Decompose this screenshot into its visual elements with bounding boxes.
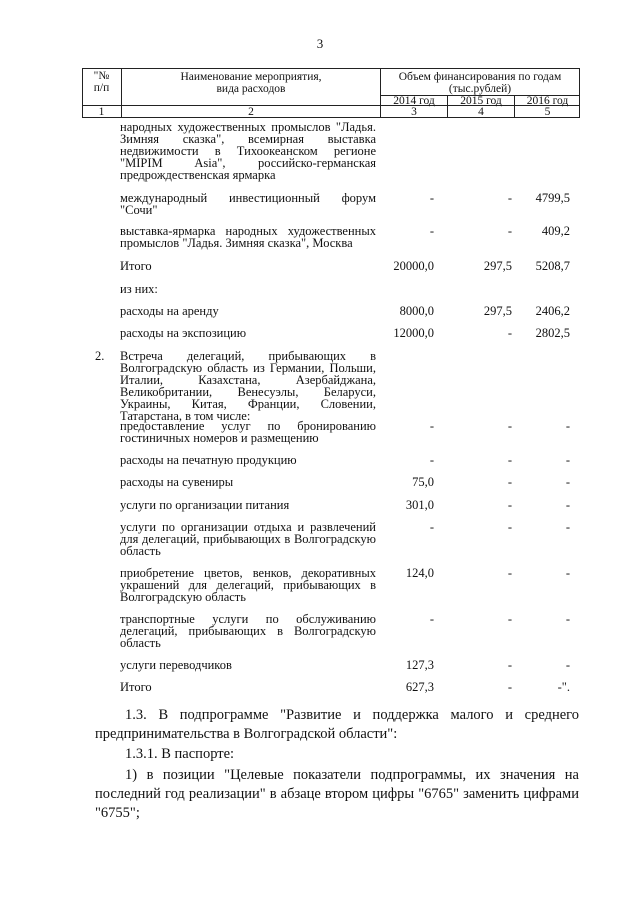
row-value-2015: - bbox=[507, 520, 512, 534]
row-value-2016: 2802,5 bbox=[535, 326, 570, 340]
row-value-2014: - bbox=[429, 224, 434, 238]
row-value-2014: - bbox=[429, 612, 434, 626]
row-name: расходы на аренду bbox=[120, 304, 219, 318]
row-name: услуги переводчиков bbox=[120, 658, 232, 672]
row-value-2014: 20000,0 bbox=[393, 259, 434, 273]
row-value-2016: 4799,5 bbox=[535, 191, 570, 205]
paragraph-item-1: 1) в позиции "Целевые показатели подпрограммы, их значения на последний год реализации" в абзаце втором цифры "6765" заменить цифрами "6755"; bbox=[95, 767, 579, 821]
header-year-2015: 2015 год bbox=[460, 95, 502, 107]
row-name: выставка-ярмарка народных художественных промыслов "Ладья. Зимняя сказка", Москва bbox=[120, 224, 376, 250]
header-index-3: 3 bbox=[411, 106, 417, 118]
row-value-2015: - bbox=[507, 326, 512, 340]
row-value-2016: -". bbox=[557, 680, 570, 694]
table-header bbox=[82, 68, 580, 118]
row-name: Итого bbox=[120, 259, 152, 273]
row-value-2016: - bbox=[565, 419, 570, 433]
row-value-2016: - bbox=[565, 498, 570, 512]
row-name: расходы на печатную продукцию bbox=[120, 453, 297, 467]
row-value-2014: - bbox=[429, 191, 434, 205]
row-value-2016: - bbox=[565, 612, 570, 626]
page-number: 3 bbox=[316, 36, 324, 51]
row-value-2015: - bbox=[507, 224, 512, 238]
row-value-2016: - bbox=[565, 475, 570, 489]
paragraph-1-3: 1.3. В подпрограмме "Развитие и поддержка малого и среднего предпринимательства в Волгоградской области": bbox=[95, 707, 579, 742]
header-index-5: 5 bbox=[544, 106, 551, 118]
row-value-2016: - bbox=[565, 520, 570, 534]
header-year-2014: 2014 год bbox=[393, 95, 435, 107]
row-value-2016: 409,2 bbox=[541, 224, 570, 238]
row-name: из них: bbox=[120, 282, 158, 296]
row-value-2014: - bbox=[429, 453, 434, 467]
row-value-2014: - bbox=[429, 520, 434, 534]
row-name: международный инвестиционный форум "Сочи" bbox=[120, 191, 376, 217]
row-value-2014: 124,0 bbox=[405, 566, 434, 580]
row-value-2016: - bbox=[565, 566, 570, 580]
header-col-name-line1: Наименование мероприятия, bbox=[180, 71, 322, 83]
header-col-funding-line2: (тыс.рублей) bbox=[448, 83, 512, 95]
row-name: расходы на сувениры bbox=[120, 475, 234, 489]
row-value-2014: 127,3 bbox=[405, 658, 434, 672]
header-index-4: 4 bbox=[478, 106, 484, 118]
header-index-2: 2 bbox=[248, 106, 254, 118]
row-number: 2. bbox=[95, 349, 105, 363]
row-value-2015: - bbox=[507, 658, 512, 672]
row-value-2014: 12000,0 bbox=[393, 326, 434, 340]
row-name: приобретение цветов, венков, декоративных украшений для делегаций, прибывающих в Волгоградскую область bbox=[120, 566, 376, 604]
row-value-2016: 5208,7 bbox=[535, 259, 570, 273]
row-value-2015: 297,5 bbox=[483, 259, 512, 273]
row-value-2014: 8000,0 bbox=[399, 304, 434, 318]
row-name: расходы на экспозицию bbox=[120, 326, 247, 340]
header-col-funding-line1: Объем финансирования по годам bbox=[398, 71, 562, 83]
row-name: Итого bbox=[120, 680, 152, 694]
row-name: услуги по организации отдыха и развлечений для делегаций, прибывающих в Волгоградскую область bbox=[120, 520, 376, 558]
row-value-2014: 627,3 bbox=[405, 680, 434, 694]
row-value-2015: - bbox=[507, 419, 512, 433]
row-name: народных художественных промыслов "Ладья. Зимняя сказка", всемирная выставка недвижимости в Тихоокеанском регионе "MIPIM Asia", российско-германская предрождественская ярмарка bbox=[120, 120, 376, 182]
paragraph-1-3-1: 1.3.1. В паспорте: bbox=[125, 746, 235, 762]
row-value-2015: - bbox=[507, 612, 512, 626]
header-col-number: "№ п/п bbox=[93, 70, 110, 94]
row-value-2015: - bbox=[507, 680, 512, 694]
row-name: транспортные услуги по обслуживанию делегаций, прибывающих в Волгоградскую область bbox=[120, 612, 376, 650]
row-value-2016: - bbox=[565, 453, 570, 467]
header-col-name-line2: вида расходов bbox=[216, 83, 286, 95]
row-value-2015: - bbox=[507, 191, 512, 205]
header-year-2016: 2016 год bbox=[526, 95, 569, 107]
row-value-2015: - bbox=[507, 475, 512, 489]
row-value-2014: - bbox=[429, 419, 434, 433]
row-value-2014: 75,0 bbox=[412, 475, 434, 489]
row-value-2015: 297,5 bbox=[483, 304, 512, 318]
row-value-2015: - bbox=[507, 453, 512, 467]
row-value-2016: 2406,2 bbox=[535, 304, 570, 318]
row-name: Встреча делегаций, прибывающих в Волгоградскую область из Германии, Польши, Италии, Казахстана, Азербайджана, Великобритании, Венесуэлы, Беларуси, Украины, Китая, Франции, Словении, Татарстана, в том числе: bbox=[120, 349, 376, 423]
row-name: предоставление услуг по бронированию гостиничных номеров и размещению bbox=[120, 419, 376, 445]
row-name: услуги по организации питания bbox=[120, 498, 290, 512]
row-value-2014: 301,0 bbox=[405, 498, 434, 512]
header-index-1: 1 bbox=[98, 106, 105, 118]
row-value-2015: - bbox=[507, 566, 512, 580]
row-value-2015: - bbox=[507, 498, 512, 512]
row-value-2016: - bbox=[565, 658, 570, 672]
